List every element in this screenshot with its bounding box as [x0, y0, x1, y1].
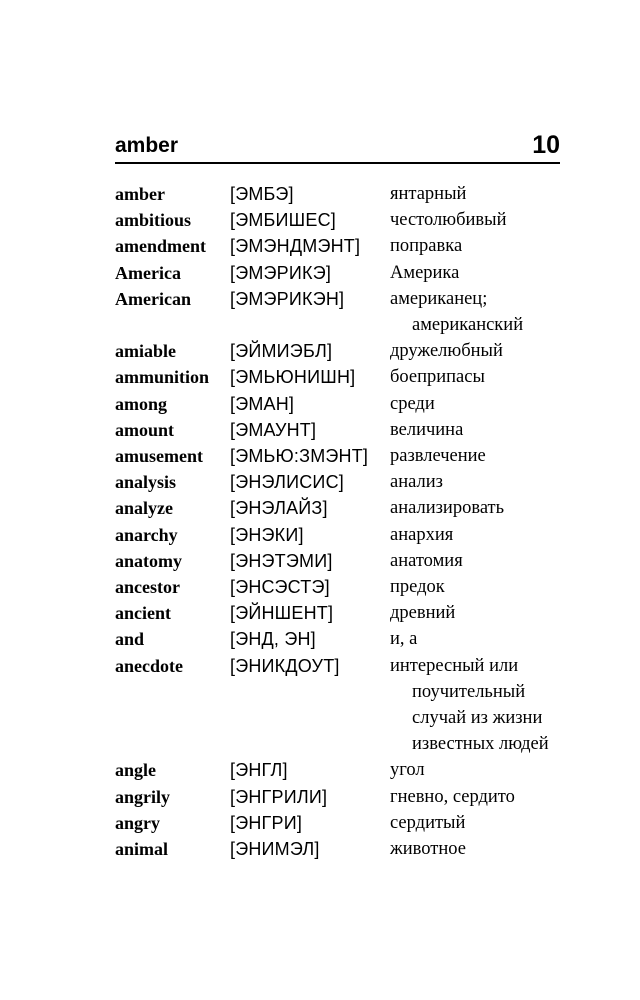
dictionary-entry — [115, 260, 575, 286]
translation-line: развлечение — [390, 446, 486, 467]
entry-translation — [390, 522, 575, 548]
entry-pronunciation: [ЭНГРИ] — [230, 812, 303, 833]
entry-pronunciation: [ЭМЬЮНИШН] — [230, 367, 356, 388]
entry-word: angle — [115, 760, 157, 781]
translation-line: Америка — [390, 262, 460, 283]
entry-word: analyze — [115, 498, 173, 519]
entry-translation — [390, 574, 575, 600]
dictionary-entry — [115, 338, 575, 364]
translation-line: поучительный — [412, 681, 526, 702]
translation-line: величина — [390, 419, 464, 440]
translation-line: анархия — [390, 524, 454, 545]
entry-word: America — [115, 262, 181, 283]
entry-translation — [390, 443, 575, 469]
entry-word: amusement — [115, 446, 203, 467]
dictionary-entry — [115, 495, 575, 521]
entry-pronunciation: [ЭМБЭ] — [230, 184, 294, 204]
entry-word: amiable — [115, 341, 176, 362]
entry-word: anarchy — [115, 524, 178, 545]
translation-line: гневно, сердито — [390, 786, 515, 807]
entry-pronunciation: [ЭНСЭСТЭ] — [230, 577, 330, 598]
dictionary-entry — [115, 391, 575, 417]
entry-pronunciation: [ЭНИМЭЛ] — [230, 839, 320, 860]
entry-translation — [390, 757, 575, 783]
entry-word: anatomy — [115, 550, 182, 571]
translation-line: животное — [390, 839, 466, 860]
entry-translation — [390, 207, 575, 233]
translation-line: предок — [390, 577, 445, 598]
entry-translation — [390, 784, 575, 810]
entry-translation — [390, 469, 575, 495]
entry-word: amber — [115, 184, 165, 204]
entry-word: and — [115, 629, 145, 650]
entry-pronunciation: [ЭНЭТЭМИ] — [230, 550, 333, 571]
translation-line: боеприпасы — [390, 367, 485, 388]
entry-pronunciation: [ЭЙМИЭБЛ] — [230, 341, 333, 362]
entry-word: ammunition — [115, 367, 210, 388]
entry-pronunciation: [ЭНГРИЛИ] — [230, 786, 328, 807]
translation-line: американский — [412, 315, 524, 336]
entry-word: amount — [115, 419, 175, 440]
dictionary-entry — [115, 600, 575, 626]
entry-translation — [390, 260, 575, 286]
entry-pronunciation: [ЭНГЛ] — [230, 760, 288, 781]
entry-pronunciation: [ЭМЬЮ:ЗМЭНТ] — [230, 446, 369, 467]
translation-line: поправка — [390, 236, 463, 257]
entry-translation — [390, 495, 575, 521]
translation-line: интересный или — [390, 655, 519, 676]
dictionary-entries — [115, 181, 575, 862]
entry-word: ambitious — [115, 210, 192, 231]
dictionary-entry — [115, 364, 575, 390]
dictionary-entry — [115, 548, 575, 574]
entry-translation — [390, 364, 575, 390]
entry-pronunciation: [ЭМЭНДМЭНТ] — [230, 236, 361, 257]
dictionary-entry — [115, 836, 575, 862]
entry-translation — [390, 417, 575, 443]
entry-pronunciation: [ЭНЭКИ] — [230, 524, 304, 545]
translation-line: древний — [390, 603, 456, 624]
dictionary-entry — [115, 181, 575, 207]
translation-line: среди — [390, 393, 435, 414]
translation-line: янтарный — [390, 184, 467, 204]
entry-pronunciation: [ЭНЭЛИСИС] — [230, 472, 344, 493]
dictionary-entry — [115, 443, 575, 469]
entry-translation — [390, 286, 575, 338]
dictionary-entry — [115, 207, 575, 233]
dictionary-entry — [115, 286, 575, 338]
page-header — [115, 128, 560, 164]
entry-translation — [390, 338, 575, 364]
entry-word: anecdote — [115, 655, 183, 676]
entry-word: analysis — [115, 472, 177, 493]
entry-pronunciation: [ЭМАУНТ] — [230, 419, 317, 440]
dictionary-entry — [115, 574, 575, 600]
entry-word: amendment — [115, 236, 206, 257]
translation-line: анализировать — [390, 498, 505, 519]
entry-translation — [390, 653, 575, 758]
translation-line: дружелюбный — [390, 341, 503, 362]
dictionary-entry — [115, 757, 575, 783]
entry-translation — [390, 181, 575, 207]
entry-pronunciation: [ЭМЭРИКЭ] — [230, 262, 332, 283]
header-word: amber — [115, 134, 179, 157]
dictionary-entry — [115, 233, 575, 259]
entry-translation — [390, 233, 575, 259]
entry-translation — [390, 548, 575, 574]
translation-line: анализ — [390, 472, 443, 493]
dictionary-entry — [115, 417, 575, 443]
entry-word: American — [115, 288, 191, 309]
translation-line: американец; — [390, 288, 488, 309]
entry-translation — [390, 836, 575, 862]
entry-word: angry — [115, 812, 160, 833]
dictionary-entry — [115, 810, 575, 836]
entry-translation — [390, 391, 575, 417]
entry-translation — [390, 600, 575, 626]
page-number: 10 — [532, 131, 560, 159]
dictionary-entry — [115, 522, 575, 548]
entry-pronunciation: [ЭНИКДОУТ] — [230, 655, 340, 676]
dictionary-entry — [115, 653, 575, 758]
dictionary-entry — [115, 784, 575, 810]
entry-pronunciation: [ЭМБИШЕС] — [230, 210, 336, 231]
dictionary-entry — [115, 469, 575, 495]
translation-line: честолюбивый — [390, 210, 507, 231]
translation-line: сердитый — [390, 812, 466, 833]
entry-translation — [390, 626, 575, 652]
translation-line: известных людей — [412, 734, 549, 755]
translation-line: анатомия — [390, 550, 463, 571]
entry-pronunciation: [ЭЙНШЕНТ] — [230, 603, 334, 624]
dictionary-entry — [115, 626, 575, 652]
entry-pronunciation: [ЭМАН] — [230, 393, 295, 414]
entry-pronunciation: [ЭНД, ЭН] — [230, 629, 316, 650]
entry-word: angrily — [115, 786, 171, 807]
translation-line: угол — [390, 760, 425, 781]
entry-word: ancient — [115, 603, 171, 624]
entry-word: among — [115, 393, 168, 414]
translation-line: случай из жизни — [412, 708, 543, 729]
entry-word: animal — [115, 839, 169, 860]
entry-word: ancestor — [115, 577, 180, 598]
entry-pronunciation: [ЭМЭРИКЭН] — [230, 288, 345, 309]
translation-line: и, а — [390, 629, 418, 650]
entry-pronunciation: [ЭНЭЛАЙЗ] — [230, 498, 328, 519]
entry-translation — [390, 810, 575, 836]
